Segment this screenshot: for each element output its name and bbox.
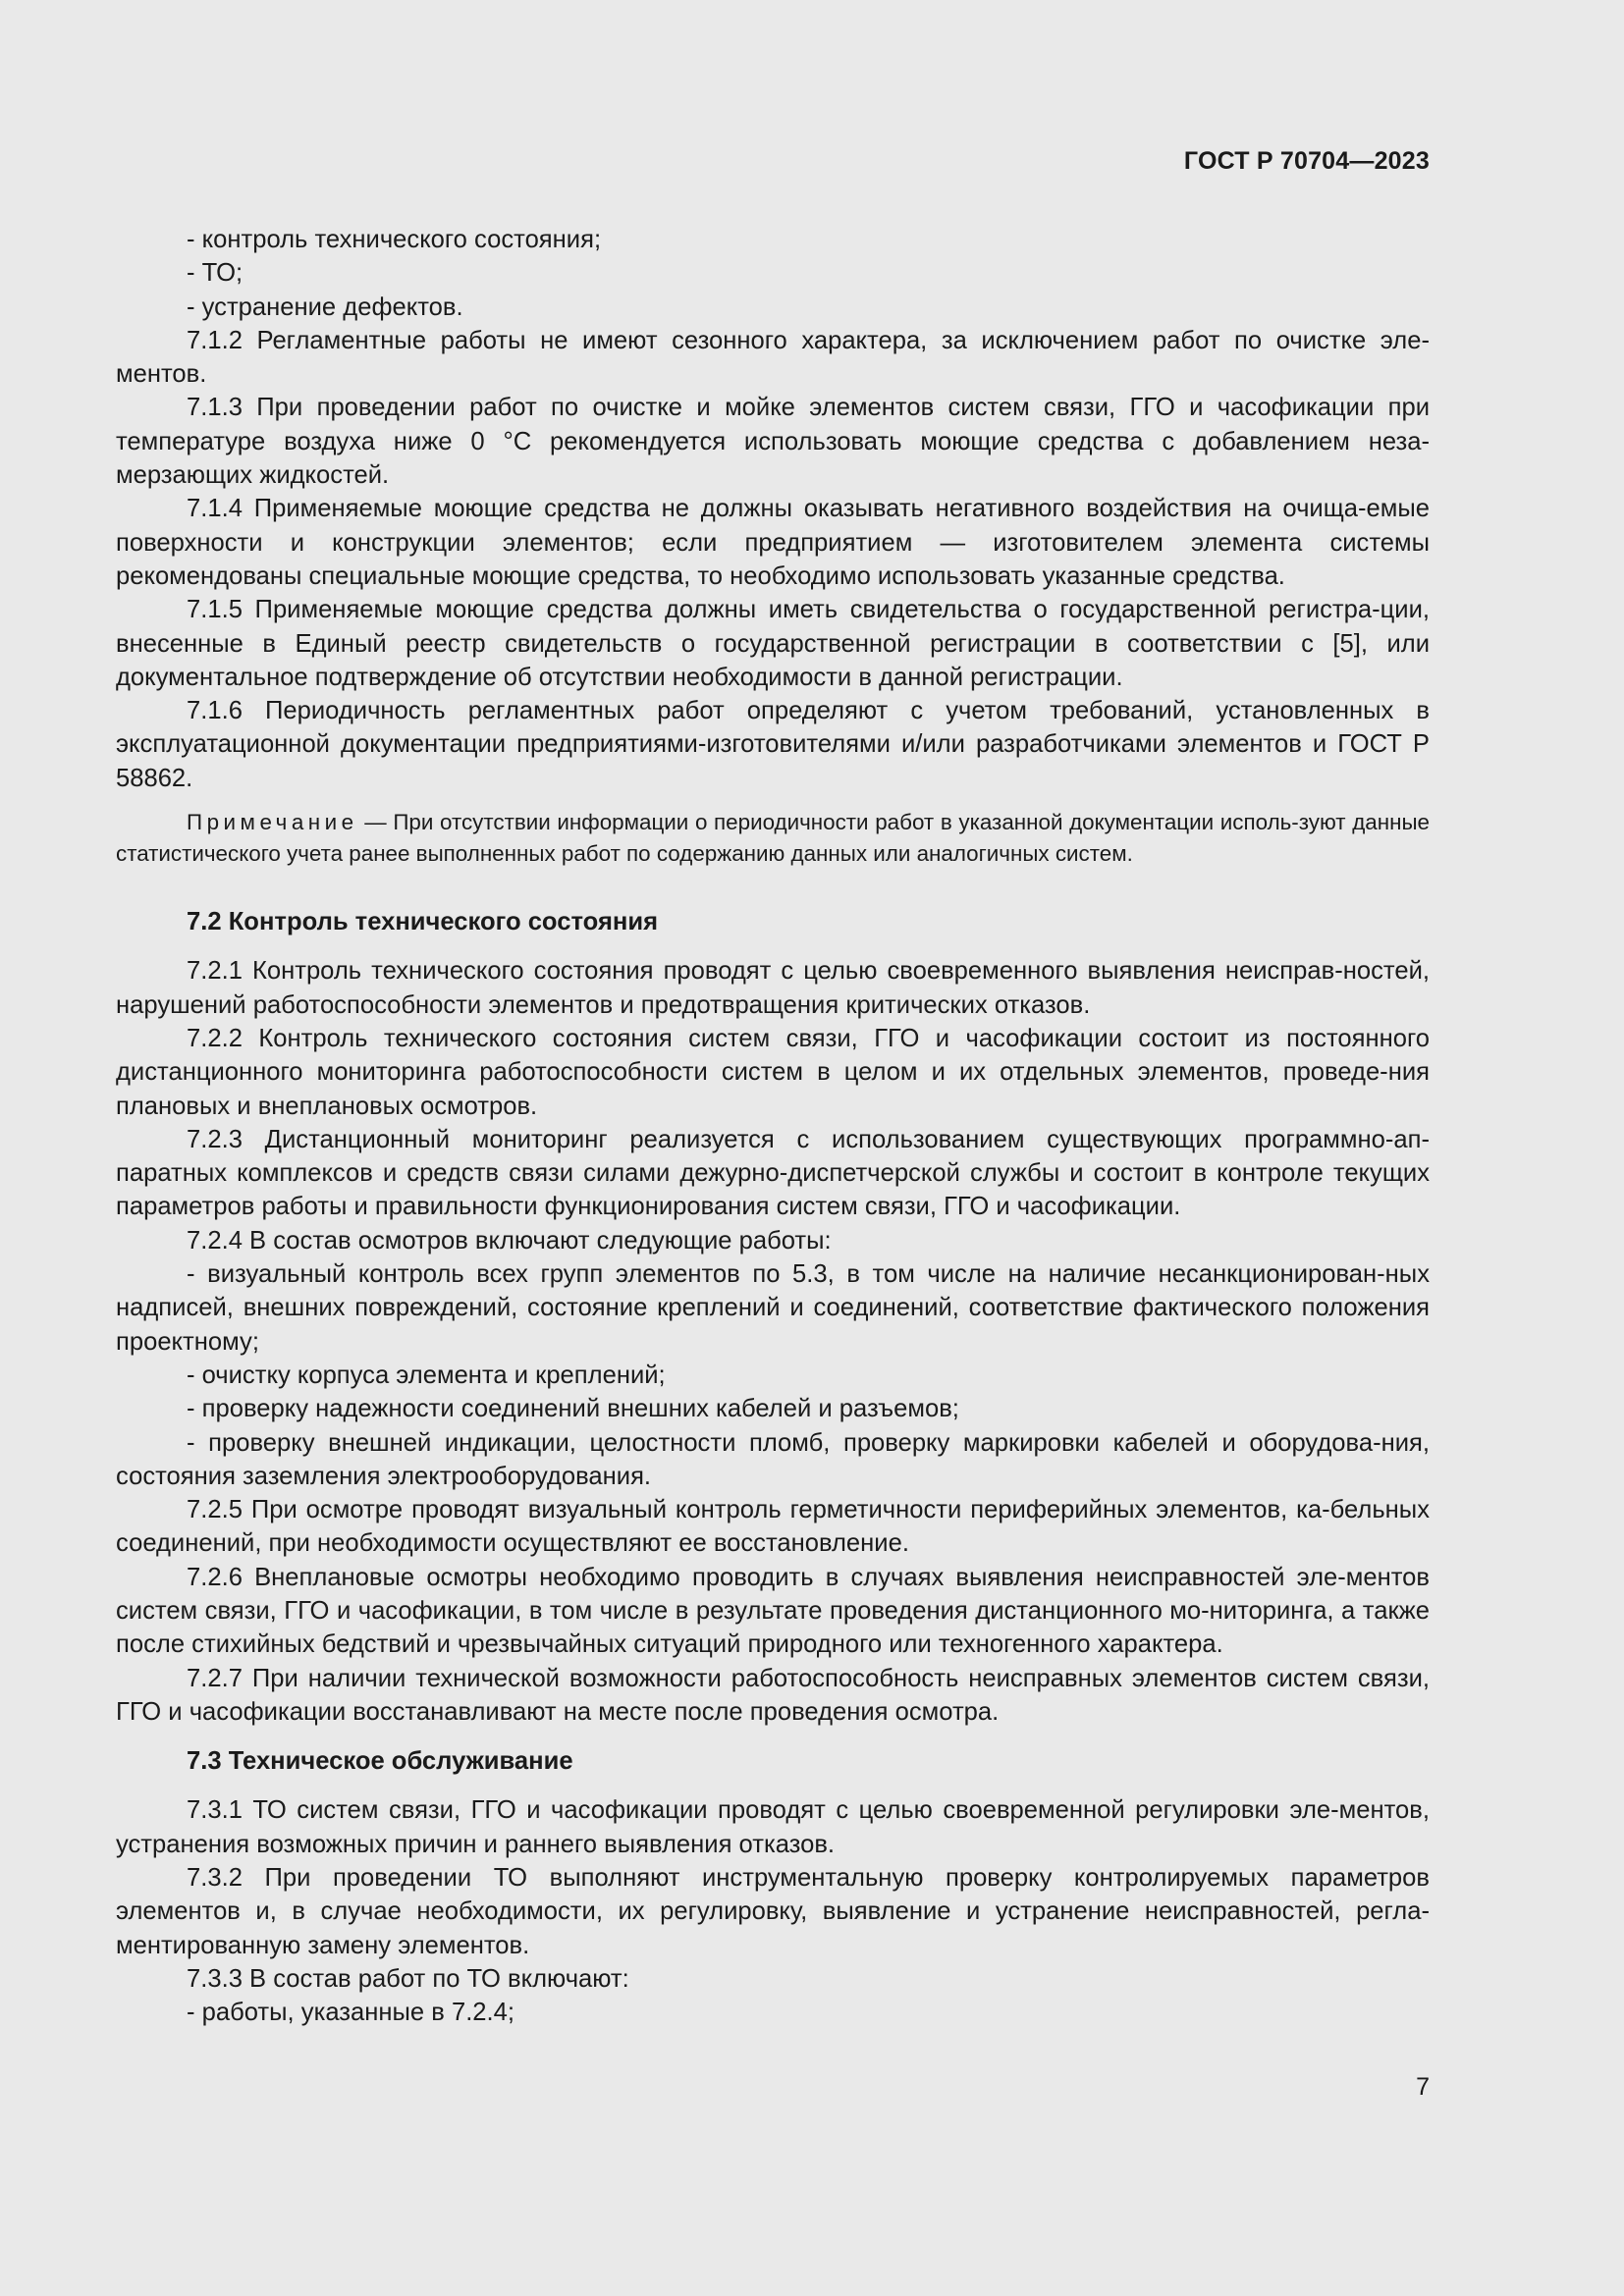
note-label: Примечание [187, 810, 358, 835]
paragraph-7-2-2: 7.2.2 Контроль технического состояния систем связи, ГГО и часофикации состоит из постоянного дистанционного мониторинга работоспособности систем в целом и их отдельных элементов, проведе-ния плановых и внеплановых осмотров. [116, 1024, 1430, 1120]
paragraph-7-1-5: 7.1.5 Применяемые моющие средства должны иметь свидетельства о государственной регистра-ции, внесенные в Единый реестр свидетельств о государственной регистрации в соответствии с [5], или документальное подтверждение об отсутствии необходимости в данной регистрации. [116, 596, 1430, 691]
paragraph-7-2-6: 7.2.6 Внеплановые осмотры необходимо проводить в случаях выявления неисправностей эле-ментов систем связи, ГГО и часофикации, в том числе в результате проведения дистанционного мо-ниторинга, а также после стихийных бедствий и чрезвычайных ситуаций природного или техногенного характера. [116, 1563, 1430, 1659]
list-item: - устранение дефектов. [187, 293, 463, 321]
page-body [116, 223, 1430, 2030]
paragraph-7-2-7: 7.2.7 При наличии технической возможности работоспособность неисправных элементов систем связи, ГГО и часофикации восстанавливают на месте после проведения осмотра. [116, 1664, 1430, 1726]
paragraph-7-2-1: 7.2.1 Контроль технического состояния проводят с целью своевременного выявления неисправ-ностей, нарушений работоспособности элементов и предотвращения критических отказов. [116, 957, 1430, 1019]
paragraph-7-2-4: 7.2.4 В состав осмотров включают следующие работы: [187, 1226, 832, 1255]
list-item: - проверку внешней индикации, целостности пломб, проверку маркировки кабелей и оборудова-ния, состояния заземления электрооборудования. [116, 1428, 1430, 1490]
document-header: ГОСТ Р 70704—2023 [1183, 147, 1430, 175]
paragraph-7-3-3: 7.3.3 В состав работ по ТО включают: [187, 1964, 629, 1993]
paragraph-7-2-3: 7.2.3 Дистанционный мониторинг реализуется с использованием существующих программно-ап-паратных комплексов и средств связи силами дежурно-диспетчерской службы и состоит в контроле текущих параметров работы и правильности функционирования систем связи, ГГО и часофикации. [116, 1125, 1430, 1221]
list-item: - визуальный контроль всех групп элементов по 5.3, в том числе на наличие несанкционирован-ных надписей, внешних повреждений, состояние креплений и соединений, соответствие фактического положения проектному; [116, 1260, 1430, 1356]
list-item: - ТО; [187, 259, 244, 288]
note-text: — При отсутствии информации о периодичности работ в указанной документации исполь-зуют данные статистического учета ранее выполненных работ по содержанию данных или аналогичных систем. [116, 810, 1430, 867]
list-item: - проверку надежности соединений внешних кабелей и разъемов; [187, 1395, 959, 1423]
list-item: - работы, указанные в 7.2.4; [187, 1999, 514, 2027]
paragraph-7-3-2: 7.3.2 При проведении ТО выполняют инструментальную проверку контролируемых параметров элементов и, в случае необходимости, их регулировку, выявление и устранение неисправностей, регла-ментированную замену элементов. [116, 1864, 1430, 1959]
list-item: - очистку корпуса элемента и креплений; [187, 1361, 666, 1389]
section-heading-7-3: 7.3 Техническое обслуживание [187, 1747, 573, 1776]
list-item: - контроль технического состояния; [187, 226, 602, 253]
paragraph-7-2-5: 7.2.5 При осмотре проводят визуальный контроль герметичности периферийных элементов, ка-бельных соединений, при необходимости осуществляют ее восстановление. [116, 1496, 1430, 1558]
paragraph-7-3-1: 7.3.1 ТО систем связи, ГГО и часофикации проводят с целью своевременной регулировки эле-ментов, устранения возможных причин и раннего выявления отказов. [116, 1796, 1430, 1858]
page-number: 7 [1416, 2073, 1430, 2101]
paragraph-7-1-6: 7.1.6 Периодичность регламентных работ определяют с учетом требований, установленных в эксплуатационной документации предприятиями-изготовителями и/или разработчиками элементов и ГОСТ Р 58862. [116, 697, 1430, 792]
section-heading-7-2: 7.2 Контроль технического состояния [187, 908, 659, 936]
note [116, 807, 1430, 870]
paragraph-7-1-3: 7.1.3 При проведении работ по очистке и мойке элементов систем связи, ГГО и часофикации при температуре воздуха ниже 0 °С рекомендуется использовать моющие средства с добавлением неза-мерзающих жидкостей. [116, 394, 1430, 490]
paragraph-7-1-4: 7.1.4 Применяемые моющие средства не должны оказывать негативного воздействия на очища-емые поверхности и конструкции элементов; если предприятием — изготовителем элемента системы рекомендованы специальные моющие средства, то необходимо использовать указанные средства. [116, 495, 1430, 590]
paragraph-7-1-2: 7.1.2 Регламентные работы не имеют сезонного характера, за исключением работ по очистке эле-ментов. [116, 326, 1430, 389]
